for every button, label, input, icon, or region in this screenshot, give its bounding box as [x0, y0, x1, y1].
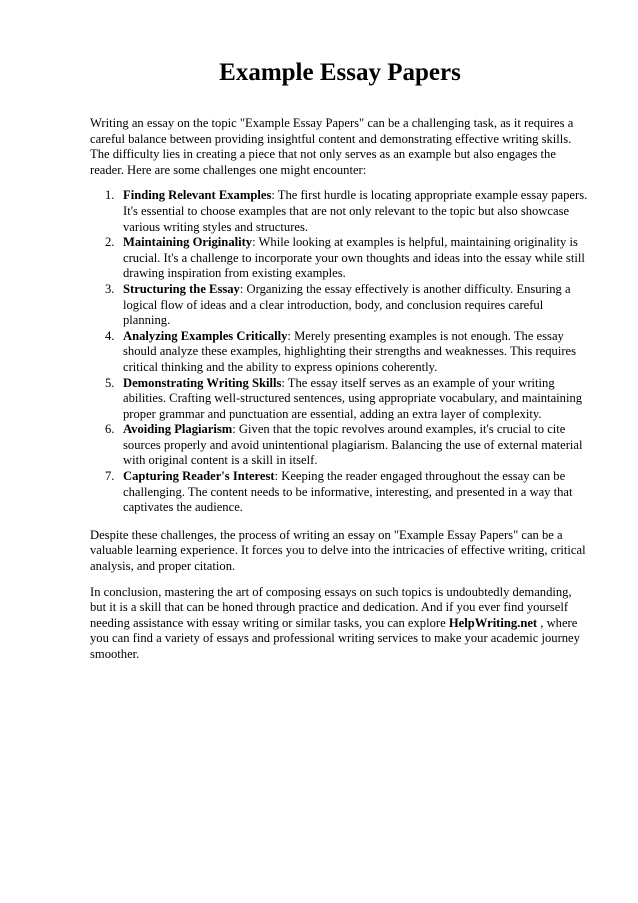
list-item-title: Avoiding Plagiarism [123, 422, 233, 437]
list-item-number: 7. [105, 469, 115, 484]
list-item-number: 3. [105, 281, 115, 296]
list-item-text: : Organizing the essay effectively is another difficulty. Ensuring a logical flow of ideas and a clear introduction, body, and conclusion requires careful planning. [123, 281, 571, 328]
list-item-title: Analyzing Examples Critically [123, 328, 288, 343]
despite-paragraph: Despite these challenges, the process of writing an essay on "Example Essay Papers" can be a valuable learning experience. It forces you to delve into the intricacies of effective writing, critical analysis, and proper citation. [90, 527, 586, 574]
list-item-text: : While looking at examples is helpful, maintaining originality is crucial. It's a challenge to incorporate your own thoughts and ideas into the essay while still drawing inspiration from existing examples. [123, 235, 585, 281]
helpwriting-link[interactable]: HelpWriting.net [448, 615, 538, 630]
conclusion-paragraph [90, 585, 590, 663]
intro-paragraph: Writing an essay on the topic "Example Essay Papers" can be a challenging task, as it requires a careful balance between providing insightful content and demonstrating effective writing skills. The difficulty lies in creating a piece that not only serves as an example but also engages the reader. Here are some challenges one might encounter: [90, 116, 574, 177]
list-item-title: Capturing Reader's Interest [123, 469, 275, 484]
list-item-text: : Merely presenting examples is not enough. The essay should analyze these examples, highlighting their strengths and weaknesses. This requires critical thinking and the ability to express opinions coherently. [123, 328, 577, 374]
list-item [105, 188, 590, 235]
list-item-title: Demonstrating Writing Skills [123, 375, 282, 390]
document-page [90, 56, 590, 673]
list-item [105, 422, 590, 469]
page-title: Example Essay Papers [219, 59, 461, 86]
list-item-number: 2. [105, 235, 115, 250]
list-item [105, 235, 590, 282]
list-item-number: 6. [105, 422, 115, 437]
list-item [105, 375, 590, 423]
list-item [105, 328, 590, 376]
list-item-number: 4. [105, 328, 115, 343]
list-item-number: 1. [105, 188, 115, 203]
list-item-title: Maintaining Originality [123, 235, 253, 250]
challenges-list [90, 188, 590, 515]
list-item-text: : The first hurdle is locating appropriate example essay papers. It's essential to choose examples that are not only relevant to the topic but also showcase various writing styles and structures. [123, 188, 588, 234]
list-item-text: : The essay itself serves as an example of your writing abilities. Crafting well-structured sentences, using appropriate vocabulary, and maintaining proper grammar and punctuation are essential, adding an extra layer of complexity. [123, 375, 583, 421]
list-item [105, 281, 590, 329]
list-item-number: 5. [105, 375, 115, 390]
list-item-text: : Keeping the reader engaged throughout the essay can be challenging. The content needs to be informative, interesting, and presented in a way that captivates the audience. [123, 469, 573, 515]
conclusion-text-start: In conclusion, mastering the art of composing essays on such topics is undoubtedly demanding, but it is a skill that can be honed through practice and dedication. And if you ever find yourself needing assistance with essay writing or similar tasks, you can explore [90, 584, 572, 630]
list-item-text: : Given that the topic revolves around examples, it's crucial to cite sources properly and avoid unintentional plagiarism. Balancing the use of external material with original content is a skill in itself. [123, 422, 583, 468]
list-item-title: Finding Relevant Examples [123, 188, 272, 203]
list-item [105, 469, 590, 516]
list-item-title: Structuring the Essay [123, 281, 240, 296]
conclusion-text-end: , where you can find a variety of essays and professional writing services to make your academic journey smoother. [90, 615, 580, 661]
